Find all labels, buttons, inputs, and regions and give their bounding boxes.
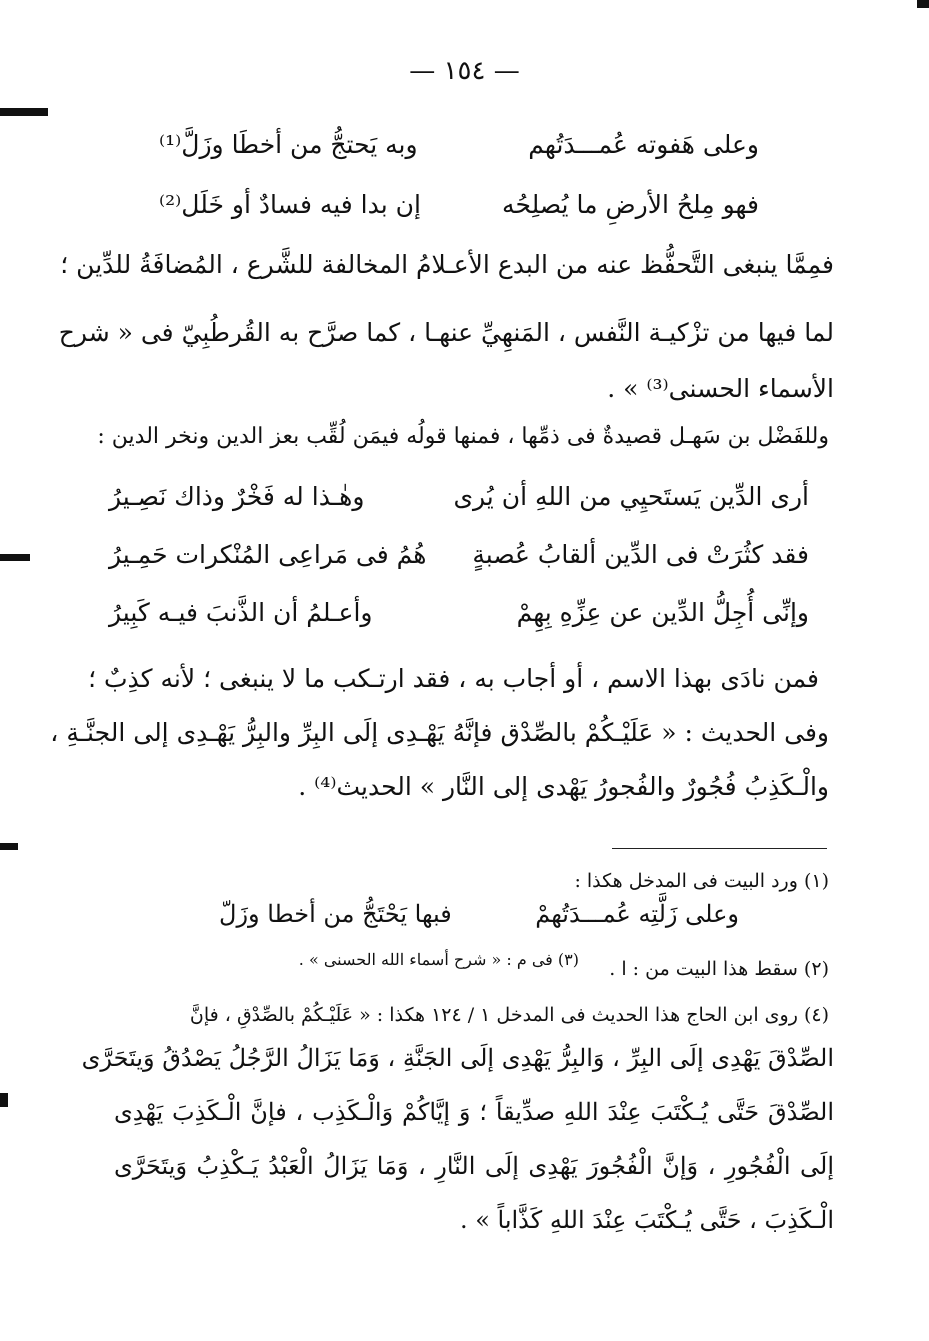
verse-line — [159, 190, 759, 219]
margin-mark — [0, 554, 30, 561]
poem-hemistich-right: وإنِّى أُجِلُّ الدِّين عن عِزِّهِ بِهِمْ — [516, 598, 809, 627]
margin-mark — [0, 843, 18, 850]
verse-hemistich-right: فهو مِلحُ الأرضِ ما يُصلِحُه — [502, 190, 759, 219]
page-number: — ١٥٤ — — [409, 56, 520, 86]
paragraph-line: لما فيها من تزْكيـة النَّفس ، المَنهِيِّ عنهـا ، كما صرَّح به القُرطُبِيّ فى « شرح — [58, 318, 834, 347]
footnote-verse-right: وعلى زَلَّتِه عُمـــدَتُهمْ — [535, 900, 739, 928]
paragraph-line: الأسماء الحسنى⁽³⁾ » . — [607, 374, 834, 403]
footnote-4-line: إلَى الْفُجُورِ ، وَإنَّ الْفُجُورَ يَهْدِى إلَى النَّارِ ، وَمَا يَزَالُ الْعَبْدُ يَـكْذِبُ وَيتَحَرَّى — [114, 1152, 834, 1180]
paragraph-line: وللفَضْل بن سَهـل قصيدةٌ فى ذمِّها ، فمنها قولُه فيمَن لُقِّب بعز الدين ونخر الدين : — [97, 424, 829, 449]
verse-hemistich-right: وعلى هَفوته عُمـــدَتُهم — [528, 130, 759, 159]
margin-mark — [0, 1093, 8, 1107]
corner-mark — [917, 0, 929, 8]
poem-hemistich-right: فقد كثُرَتْ فى الدِّين ألقابُ عُصبةٍ — [472, 540, 809, 569]
footnote-2: (٢) سقط هذا البيت من : ا . — [609, 958, 829, 980]
poem-verse — [109, 598, 809, 627]
poem-hemistich-left: وأعـلمُ أن الذَّنبَ فيـه كَبِيرُ — [109, 598, 373, 627]
footnote-separator — [612, 848, 827, 849]
paragraph-line: والْـكَذِبُ فُجُورٌ والفُجورُ يَهْدى إلى النَّار » الحديث⁽⁴⁾ . — [298, 772, 829, 801]
footnote-3: (٣) فى م : « شرح أسماء الله الحسنى » . — [298, 950, 579, 969]
verse-hemistich-left: وبه يَحتجُّ من أخطَا وزَلَّ⁽¹⁾ — [159, 130, 418, 159]
poem-hemistich-left: وهٰـذا له فَخْرٌ وذاك نَصِـيرُ — [109, 482, 365, 511]
footnote-verse — [219, 900, 739, 928]
poem-hemistich-left: هُمُ فى مَراعِى المُنْكرات حَمِـيرُ — [109, 540, 427, 569]
paragraph-line: وفى الحديث : « عَلَيْـكُمْ بالصِّدْق فإنَّهُ يَهْـدِى إلَى البِرِّ والبِرُّ يَهْـدِى إلى الجنَّـةِ ، — [50, 718, 829, 747]
footnote-4-line: الصِّدْقَ يَهْدِى إلَى البِرِّ ، وَالبِرُّ يَهْدِى إلَى الجَنَّةِ ، وَمَا يَزَالُ الرَّجُلُ يَصْدُقُ وَيتَحَرَّى — [81, 1044, 834, 1072]
poem-verse — [109, 482, 809, 511]
footnote-4-line: الْـكَذِبَ ، حَتَّى يُـكْتَبَ عِنْدَ اللهِ كَذَّاباً » . — [459, 1206, 834, 1234]
footnote-1: (١) ورد البيت فى المدخل هكذا : — [574, 870, 829, 892]
footnote-verse-left: فبها يَحْتَجُّ من أخطا وزَلّ — [219, 900, 452, 928]
verse-hemistich-left: إن بدا فيه فسادٌ أو خَلَل⁽²⁾ — [159, 190, 421, 219]
margin-mark — [0, 108, 48, 116]
paragraph-line: فمن نادَى بهذا الاسم ، أو أجاب به ، فقد ارتـكب ما لا ينبغى ؛ لأنه كذِبٌ ؛ — [88, 664, 819, 693]
poem-verse — [109, 540, 809, 569]
footnote-4-line: الصِّدْقَ حَتَّى يُـكْتَبَ عِنْدَ اللهِ صدِّيقاً ؛ وَ إيَّاكُمْ وَالْـكَذِب ، فإنَّ الْـكَذِبَ يَهْدِى — [114, 1098, 834, 1126]
paragraph-line: فمِمَّا ينبغى التَّحفُّظ عنه من البدع الأعـلامُ المخالفة للشَّرع ، المُضافَةُ للدِّين ؛ — [60, 250, 834, 279]
verse-line — [159, 130, 759, 159]
poem-hemistich-right: أرى الدِّين يَستَحيِي من اللهِ أن يُرى — [453, 482, 809, 511]
footnote-4: (٤) روى ابن الحاج هذا الحديث فى المدخل ١ / ١٢٤ هكذا : « عَلَيْـكُمْ بالصِّدْقِ ، فإنَّ — [189, 1004, 829, 1026]
